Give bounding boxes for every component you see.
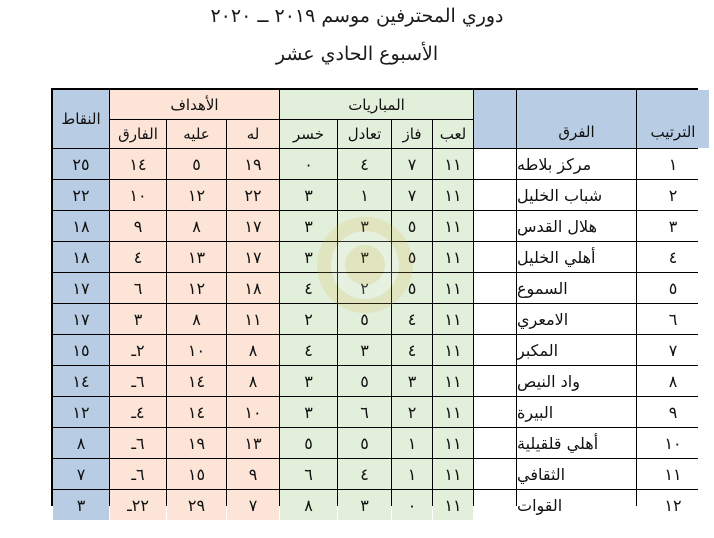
team-name-cell: أهلي قلقيلية [517,428,636,458]
team-name-cell: المكبر [517,335,636,365]
drawn-cell: ٦ [338,397,391,427]
page-subtitle: الأسبوع الحادي عشر [275,43,439,65]
header-played: لعب [433,120,473,148]
team-name-cell: واد النيص [517,366,636,396]
goals-for-cell: ١٠ [227,397,279,427]
goals-for-cell: ٩ [227,459,279,489]
won-cell: ٧ [392,149,432,179]
played-cell: ١١ [433,366,473,396]
header-spacer [474,90,516,148]
lost-cell: ٣ [280,242,337,272]
goal-diff-cell: ٦ [110,273,166,303]
points-cell: ١٧ [53,273,109,303]
lost-cell: ٣ [280,211,337,241]
team-name-cell: أهلي الخليل [517,242,636,272]
team-name-cell: شباب الخليل [517,180,636,210]
goals-for-cell: ٨ [227,335,279,365]
played-cell: ١١ [433,242,473,272]
goals-for-cell: ١٧ [227,211,279,241]
rank-cell: ١٠ [637,428,709,458]
goals-against-cell: ١٢ [167,273,226,303]
lost-cell: ٨ [280,490,337,520]
header-goal-diff: الفارق [110,120,166,148]
lost-cell: ٤ [280,335,337,365]
points-cell: ١٨ [53,211,109,241]
played-cell: ١١ [433,490,473,520]
won-cell: ٤ [392,335,432,365]
goals-for-cell: ١٨ [227,273,279,303]
lost-cell: ٣ [280,397,337,427]
spacer-cell [474,149,516,179]
drawn-cell: ٣ [338,211,391,241]
lost-cell: ٤ [280,273,337,303]
spacer-cell [474,180,516,210]
goals-for-cell: ٢٢ [227,180,279,210]
played-cell: ١١ [433,304,473,334]
rank-cell: ٧ [637,335,709,365]
spacer-cell [474,459,516,489]
played-cell: ١١ [433,211,473,241]
won-cell: ١ [392,459,432,489]
goals-against-cell: ٥ [167,149,226,179]
spacer-cell [474,242,516,272]
played-cell: ١١ [433,397,473,427]
team-name-cell: هلال القدس [517,211,636,241]
lost-cell: ٠ [280,149,337,179]
goal-diff-cell: ٢٢ـ [110,490,166,520]
played-cell: ١١ [433,180,473,210]
header-matches: المباريات [280,90,473,119]
lost-cell: ٥ [280,428,337,458]
points-cell: ٣ [53,490,109,520]
team-name-cell: السموع [517,273,636,303]
goals-for-cell: ١١ [227,304,279,334]
rank-cell: ٢ [637,180,709,210]
played-cell: ١١ [433,335,473,365]
spacer-cell [474,397,516,427]
goals-against-cell: ١٤ [167,366,226,396]
goals-for-cell: ١٩ [227,149,279,179]
won-cell: ٧ [392,180,432,210]
points-cell: ١٥ [53,335,109,365]
played-cell: ١١ [433,273,473,303]
points-cell: ١٨ [53,242,109,272]
goals-against-cell: ٨ [167,211,226,241]
rank-cell: ٨ [637,366,709,396]
goal-diff-cell: ٩ [110,211,166,241]
standings-table [51,88,698,515]
rank-cell: ١ [637,149,709,179]
points-cell: ٢٥ [53,149,109,179]
points-cell: ٨ [53,428,109,458]
goals-against-cell: ١٠ [167,335,226,365]
goal-diff-cell: ٢ـ [110,335,166,365]
lost-cell: ٣ [280,180,337,210]
goals-against-cell: ٨ [167,304,226,334]
team-name-cell: الثقافي [517,459,636,489]
played-cell: ١١ [433,428,473,458]
goals-against-cell: ١٤ [167,397,226,427]
drawn-cell: ٥ [338,428,391,458]
drawn-cell: ٥ [338,366,391,396]
header-drawn: تعادل [338,120,391,148]
points-cell: ١٤ [53,366,109,396]
header-goals: الأهداف [110,90,279,119]
points-cell: ٧ [53,459,109,489]
header-goals-for: له [227,120,279,148]
header-points: النقاط [53,90,109,148]
goals-against-cell: ١٩ [167,428,226,458]
won-cell: ٢ [392,397,432,427]
goals-against-cell: ١٣ [167,242,226,272]
points-cell: ١٢ [53,397,109,427]
won-cell: ٣ [392,366,432,396]
drawn-cell: ٢ [338,273,391,303]
goal-diff-cell: ٤ـ [110,397,166,427]
goal-diff-cell: ٣ [110,304,166,334]
drawn-cell: ١ [338,180,391,210]
team-name-cell: مركز بلاطه [517,149,636,179]
lost-cell: ٣ [280,366,337,396]
goals-for-cell: ٨ [227,366,279,396]
played-cell: ١١ [433,459,473,489]
rank-cell: ٩ [637,397,709,427]
lost-cell: ٢ [280,304,337,334]
won-cell: ٥ [392,211,432,241]
rank-cell: ٤ [637,242,709,272]
goal-diff-cell: ١٤ [110,149,166,179]
drawn-cell: ٤ [338,459,391,489]
spacer-cell [474,490,516,520]
spacer-cell [474,304,516,334]
goals-for-cell: ١٧ [227,242,279,272]
drawn-cell: ٣ [338,242,391,272]
team-name-cell: البيرة [517,397,636,427]
won-cell: ١ [392,428,432,458]
goals-against-cell: ١٢ [167,180,226,210]
goals-against-cell: ١٥ [167,459,226,489]
header-rank: الترتيب [637,90,709,148]
header-lost: خسر [280,120,337,148]
team-name-cell: الامعري [517,304,636,334]
drawn-cell: ٥ [338,304,391,334]
won-cell: ٥ [392,242,432,272]
rank-cell: ١٢ [637,490,709,520]
goal-diff-cell: ٦ـ [110,459,166,489]
spacer-cell [474,335,516,365]
drawn-cell: ٣ [338,490,391,520]
drawn-cell: ٤ [338,149,391,179]
team-name-cell: القوات [517,490,636,520]
goals-for-cell: ٧ [227,490,279,520]
rank-cell: ٦ [637,304,709,334]
goal-diff-cell: ٦ـ [110,366,166,396]
rank-cell: ٣ [637,211,709,241]
spacer-cell [474,428,516,458]
goals-against-cell: ٢٩ [167,490,226,520]
goals-for-cell: ١٣ [227,428,279,458]
spacer-cell [474,211,516,241]
won-cell: ٤ [392,304,432,334]
drawn-cell: ٣ [338,335,391,365]
points-cell: ١٧ [53,304,109,334]
played-cell: ١١ [433,149,473,179]
goal-diff-cell: ٦ـ [110,428,166,458]
spacer-cell [474,273,516,303]
header-won: فاز [392,120,432,148]
rank-cell: ١١ [637,459,709,489]
lost-cell: ٦ [280,459,337,489]
header-goals-against: عليه [167,120,226,148]
header-teams: الفرق [517,90,636,148]
rank-cell: ٥ [637,273,709,303]
won-cell: ٥ [392,273,432,303]
spacer-cell [474,366,516,396]
page-title: دوري المحترفين موسم ٢٠١٩ ــ ٢٠٢٠ [210,5,504,27]
points-cell: ٢٢ [53,180,109,210]
goal-diff-cell: ٤ [110,242,166,272]
goal-diff-cell: ١٠ [110,180,166,210]
won-cell: ٠ [392,490,432,520]
